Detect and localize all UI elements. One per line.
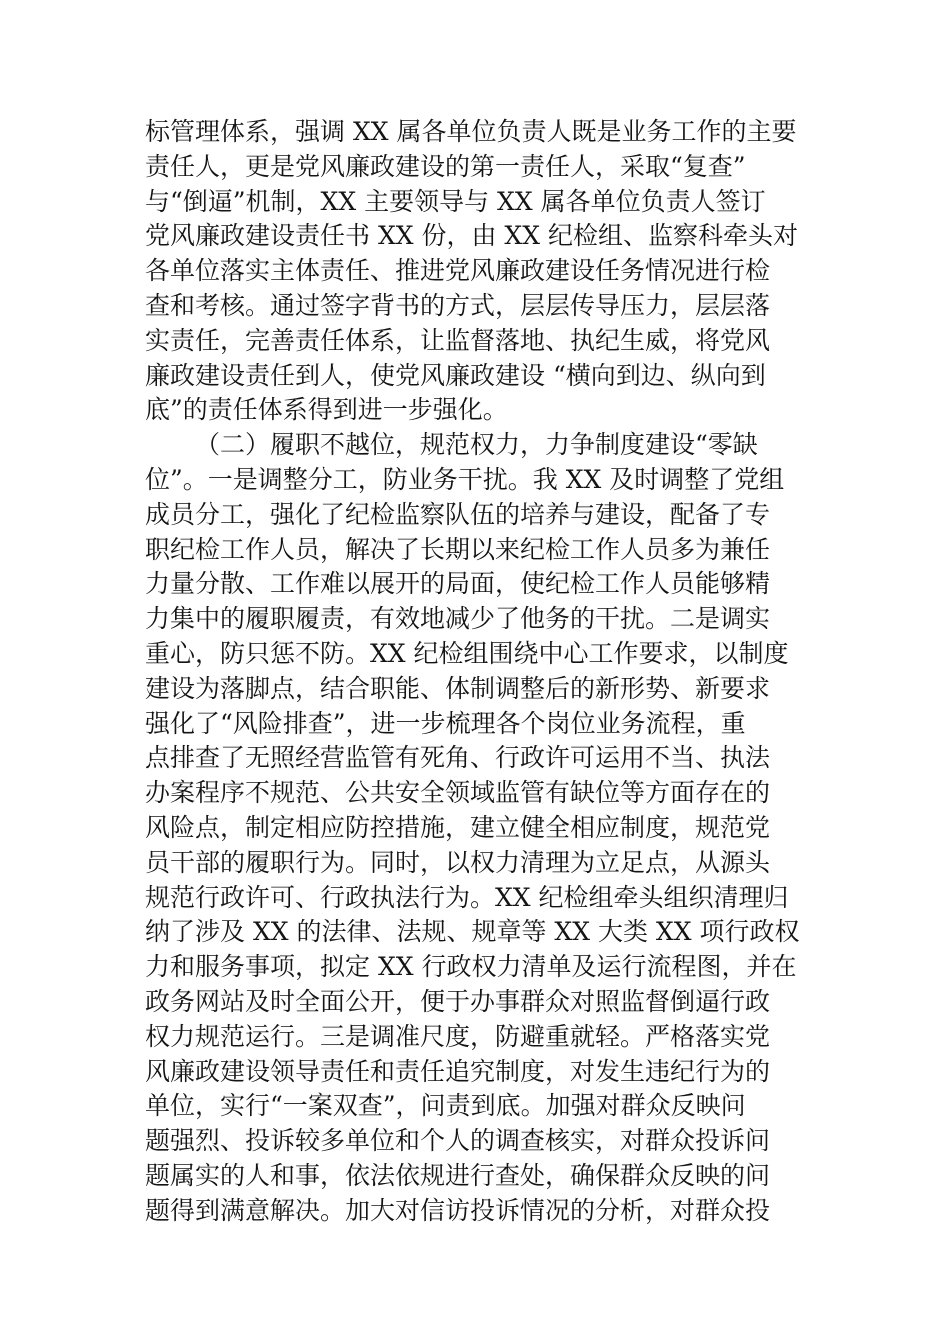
text-line: 题属实的人和事，依法依规进行查处，确保群众反映的问 <box>145 1160 771 1190</box>
text-line: 员干部的履职行为。同时，以权力清理为立足点，从源头 <box>145 847 771 877</box>
text-line: 力和服务事项，拟定 XX 行政权力清单及运行流程图，并在 <box>145 952 797 982</box>
document-body <box>145 115 810 1229</box>
text-line: 各单位落实主体责任、推进党风廉政建设任务情况进行检 <box>145 256 771 286</box>
text-line: 查和考核。通过签字背书的方式，层层传导压力，层层落 <box>145 290 771 320</box>
paragraph-start-line: （二）履职不越位，规范权力，力争制度建设“零缺 <box>195 430 758 460</box>
text-line: 建设为落脚点，结合职能、体制调整后的新形势、新要求 <box>145 673 771 703</box>
text-line: 题强烈、投诉较多单位和个人的调查核实，对群众投诉问 <box>145 1126 771 1156</box>
text-line: 位”。一是调整分工，防业务干扰。我 XX 及时调整了党组 <box>145 464 785 494</box>
text-line: 重心，防只惩不防。XX 纪检组围绕中心工作要求，以制度 <box>145 638 789 668</box>
text-line: 政务网站及时全面公开，便于办事群众对照监督倒逼行政 <box>145 986 771 1016</box>
text-line: 风险点，制定相应防控措施，建立健全相应制度，规范党 <box>145 812 771 842</box>
text-line: 权力规范运行。三是调准尺度，防避重就轻。严格落实党 <box>145 1021 771 1051</box>
text-line: 办案程序不规范、公共安全领域监管有缺位等方面存在的 <box>145 778 771 808</box>
text-line: 底”的责任体系得到进一步强化。 <box>145 395 508 425</box>
text-line: 风廉政建设领导责任和责任追究制度，对发生违纪行为的 <box>145 1056 771 1086</box>
text-line: 党风廉政建设责任书 XX 份，由 XX 纪检组、监察科牵头对 <box>145 221 798 251</box>
text-line: 与“倒逼”机制，XX 主要领导与 XX 属各单位负责人签订 <box>145 186 766 216</box>
text-line: 规范行政许可、行政执法行为。XX 纪检组牵头组织清理归 <box>145 882 789 912</box>
text-line: 强化了“风险排查”，进一步梳理各个岗位业务流程，重 <box>145 708 746 738</box>
text-line: 责任人，更是党风廉政建设的第一责任人，采取“复查” <box>145 151 746 181</box>
text-line: 实责任，完善责任体系，让监督落地、执纪生威，将党风 <box>145 325 771 355</box>
text-line: 职纪检工作人员，解决了长期以来纪检工作人员多为兼任 <box>145 534 771 564</box>
text-line: 廉政建设责任到人，使党风廉政建设 “横向到边、纵向到 <box>145 360 766 390</box>
text-line: 力量分散、工作难以展开的局面，使纪检工作人员能够精 <box>145 569 771 599</box>
text-line: 力集中的履职履责，有效地减少了他务的干扰。二是调实 <box>145 604 771 634</box>
text-line: 纳了涉及 XX 的法律、法规、规章等 XX 大类 XX 项行政权 <box>145 917 800 947</box>
text-line: 成员分工，强化了纪检监察队伍的培养与建设，配备了专 <box>145 499 771 529</box>
text-line: 标管理体系，强调 XX 属各单位负责人既是业务工作的主要 <box>145 117 797 146</box>
text-line: 题得到满意解决。加大对信访投诉情况的分析，对群众投 <box>145 1195 771 1225</box>
text-line: 点排查了无照经营监管有死角、行政许可运用不当、执法 <box>145 743 771 773</box>
text-line: 单位，实行“一案双查”，问责到底。加强对群众反映问 <box>145 1091 746 1121</box>
